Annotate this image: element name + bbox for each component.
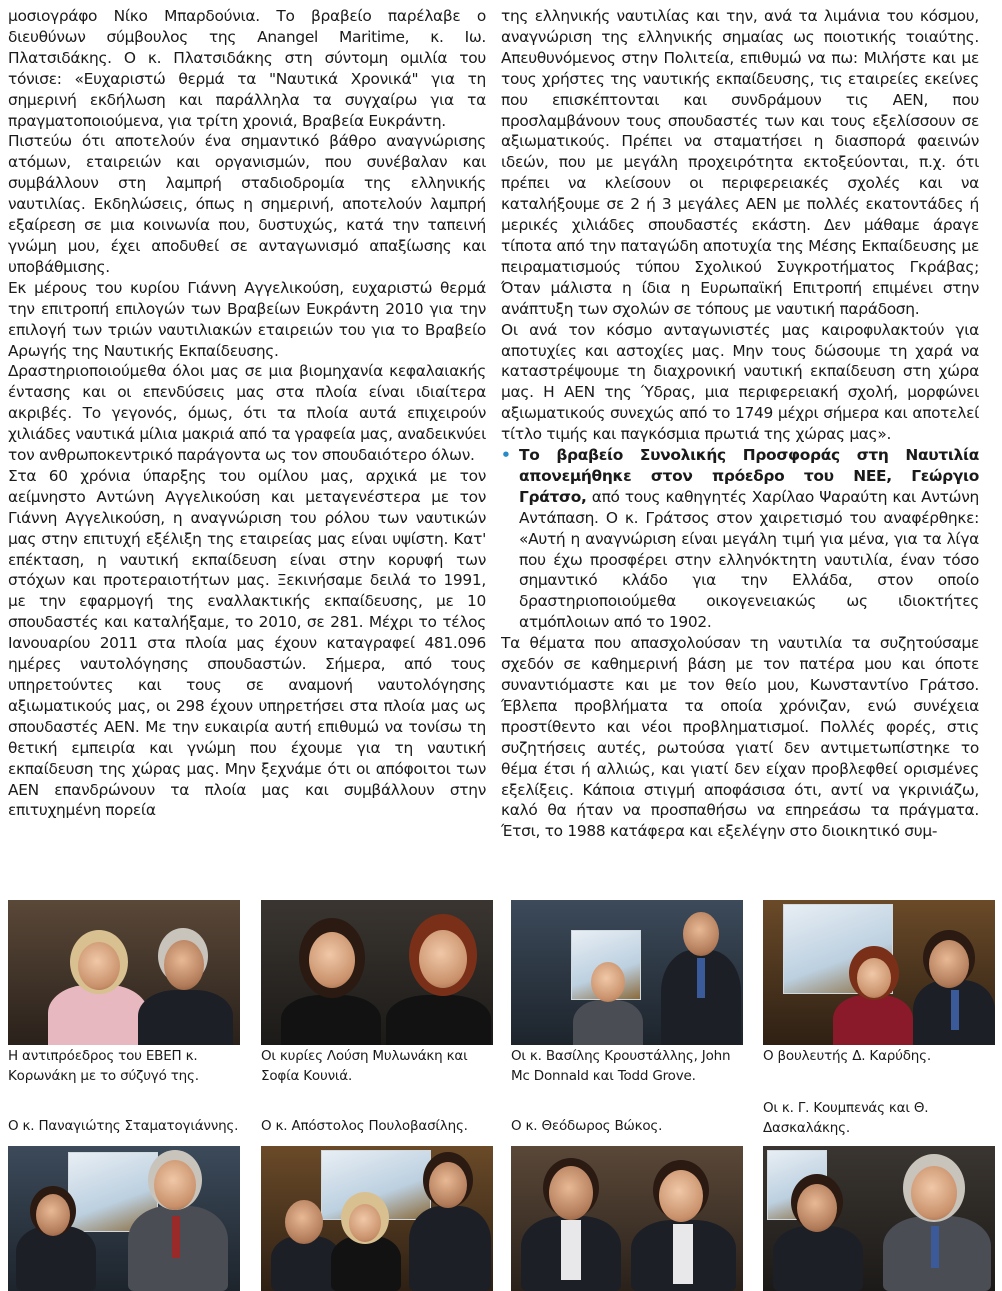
award-bullet-text: από τους καθηγητές Χαρίλαο Ψαραύτη και Αντώνη Αντάπαση. Ο κ. Γράτσος στον χαιρετισμό του αναφέρθηκε: «Αυτή η αναγνώριση είναι μεγάλη τιμή για μένα, για τα λίγα που έχω προσφέρει στην ελληνόκτητη ναυτιλία, έναν τόσο σημαντικό κλάδο για την Ελλάδα, στον οποίο δραστηριοποιούμεθα οικογενειακώς ως ιδιοκτήτες ατμόπλοιων από το 1902. (519, 487, 979, 632)
paragraph: Δραστηριοποιούμεθα όλοι μας σε μια βιομηχανία κεφαλαιακής έντασης και οι επενδύσεις μας στα πλοία είναι ιδιαίτερα ακριβές. Το γεγονός, όμως, ότι τα πλοία αυτά επιχειρούν χιλιάδες ναυτικά μίλια μακριά από τα γραφεία μας, αναδεικνύει τον ανθρωποκεντρικό παράγοντα ως τον σπουδαιότερο όλων. (8, 362, 486, 465)
article-column-right (501, 6, 979, 856)
photo-caption: Οι κ. Βασίλης Κρουστάλλης, John Mc Donnald και Todd Grove. (511, 1048, 731, 1084)
photo-caption: Η αντιπρόεδρος του ΕΒΕΠ κ. Κορωνάκη με το σύζυγό της. (8, 1048, 199, 1084)
photo-event-1 (8, 900, 240, 1045)
photo-caption: Ο κ. Θεόδωρος Βώκος. (511, 1118, 663, 1134)
photo-caption: Οι κυρίες Λούση Μυλωνάκη και Σοφία Κουνιά. (261, 1048, 468, 1084)
photo-event-6 (261, 1146, 493, 1291)
paragraph: Πιστεύω ότι αποτελούν ένα σημαντικό βάθρο αναγνώρισης ατόμων, εταιρειών και οργανισμών, που συνέβαλαν και συμβάλλουν στη λαμπρή σταδιοδρομία της ελληνικής ναυτιλίας. Εκδηλώσεις, όπως η σημερινή, αποτελούν λαμπρή εξαίρεση σε μια κοινωνία που, δυστυχώς, κατά την ταπεινή γνώμη μου, έχει αποδυθεί σε ανταγωνισμό απαξίωσης και υποβάθμισης. (8, 132, 486, 276)
article-columns (8, 6, 996, 856)
article-column-left (8, 6, 486, 856)
paragraph: Εκ μέρους του κυρίου Γιάννη Αγγελικούση, ευχαριστώ θερμά την επιτροπή επιλογών των Βραβείων Ευκράντη 2010 για την επιλογή των τριών ναυτιλιακών εταιρειών του για το Βραβείο Αρωγής της Ναυτικής Εκπαίδευσης. (8, 278, 486, 360)
photo-event-7 (511, 1146, 743, 1291)
paragraph: Οι ανά τον κόσμο ανταγωνιστές μας καιροφυλακτούν για αποτυχίες και αστοχίες μας. Μην τους δώσουμε τη χαρά να καταστρέψουμε τη διαχρονική ναυτική εκπαίδευση στη χώρα μας. Η ΑΕΝ της Ύδρας, μια περιφερειακή σχολή, μορφώνει αξιωματικούς συνεχώς από το 1749 μέχρι σήμερα και αποτελεί τίτλο τιμής και παγκόσμια πρωτιά της χώρας μας». (501, 320, 979, 444)
photo-event-3 (511, 900, 743, 1045)
photo-event-5 (8, 1146, 240, 1291)
photo-gallery (8, 898, 996, 1291)
award-bullet-bold: Το βραβείο Συνολικής Προσφοράς στη Ναυτιλία απονεμήθηκε στον πρόεδρο του ΝΕΕ, Γεώργιο Γράτσο, (519, 446, 979, 506)
photo-caption: Οι κ. Γ. Κουμπενάς και Θ. Δασκαλάκης. (763, 1100, 929, 1136)
paragraph: μοσιογράφο Νίκο Μπαρδούνια. Το βραβείο παρέλαβε ο διευθύνων σύμβουλος της Anangel Maritime, κ. Ιω. Πλατσιδάκης. Ο κ. Πλατσιδάκης στη σύντομη ομιλία του τόνισε: «Ευχαριστώ θερμά τα "Ναυτικά Χρονικά" για τη σημερινή εκδήλωση και παράλληλα τα συγχαίρω για τα πραγματοποιούμενα, για τρίτη χρονιά, Βραβεία Ευκράντη. (8, 7, 486, 130)
photo-caption: Ο κ. Παναγιώτης Σταματογιάννης. (8, 1118, 239, 1134)
paragraph: της ελληνικής ναυτιλίας και την, ανά τα λιμάνια του κόσμου, αναγνώριση της ελληνικής σημαίας ως ποιοτικής τοιαύτης. Απευθυνόμενος στην Πολιτεία, επιθυμώ να πω: Μιλήστε και με τους χρήστες της ναυτικής εκπαίδευσης, τις εταιρείες εκείνες που επισκέπτονται και συνδράμουν τις ΑΕΝ, που προσλαμβάνουν τους σπουδαστές των και τους εξελίσσουν σε αξιωματικούς. Πρέπει να σταματήσει η διασπορά φαεινών ιδεών, που με μεγάλη προχειρότητα εκτοξεύονται, π.χ. ότι πρέπει να κλείσουν οι περιφερειακές σχολές και να καταλήξουμε σε 2 ή 3 μεγάλες ΑΕΝ με πολλές εκατοντάδες ή μερικές χιλιάδες σπουδαστές εκάστη. Δεν μάθαμε άραγε τίποτα από την παταγώδη αποτυχία της Μέσης Εκπαίδευσης με πειραματισμούς τύπου Σχολικού Συγκροτήματος Γκράβας; Όταν μάλιστα η ίδια η Ευρωπαϊκή Επιτροπή επιμένει στην ανάπτυξη των σχολών σε τόπους με ναυτική παράδοση. (501, 7, 979, 318)
photo-event-4 (763, 900, 995, 1045)
photo-caption: Ο κ. Απόστολος Πουλοβασίλης. (261, 1118, 468, 1134)
photo-event-8 (763, 1146, 995, 1291)
paragraph: Τα θέματα που απασχολούσαν τη ναυτιλία τα συζητούσαμε σχεδόν σε καθημερινή βάση με τον πατέρα μου και όποτε συναντιόμαστε και με τον θείο μου, Κωνσταντίνο Γράτσο. Έβλεπα προβλήματα τα οποία χρόνιζαν, ενώ συνέχεια προστίθεντο και νέοι προβληματισμοί. Πολλές φορές, στις συζητήσεις αυτές, ρωτούσα γιατί δεν αντιμετωπίστηκε το θέμα έτσι ή αλλιώς, και γιατί δεν είχαν προβλεφθεί ορισμένες εξελίξεις. Κάποια στιγμή αποφάσισα ότι, αντί να γκρινιάζω, καλό θα ήταν να προσπαθήσω να επηρεάσω τα πράγματα. Έτσι, το 1988 κατάφερα και εξελέγην στο διοικητικό συμ- (501, 634, 979, 841)
photo-caption: Ο βουλευτής Δ. Καρύδης. (763, 1048, 931, 1064)
photo-event-2 (261, 900, 493, 1045)
paragraph: Στα 60 χρόνια ύπαρξης του ομίλου μας, αρχικά με τον αείμνηστο Αντώνη Αγγελικούση και μεταγενέστερα με τον Γιάννη Αγγελικούση, η αναγνώριση του ρόλου των ναυτικών μας στην επιτυχή εξέλιξη της εταιρείας μας είναι υψίστη. Κατ' επέκταση, η ναυτική εκπαίδευση είναι στην κορυφή των στόχων και προτεραιοτήτων μας. Ξεκινήσαμε δειλά το 1991, με την εφαρμογή της εναλλακτικής εκπαίδευσης, με 10 σπουδαστές και καταλήξαμε, το 2010, σε 281. Μέχρι το τέλος Ιανουαρίου 2011 στα πλοία μας έχουν καταγραφεί 481.096 ημέρες ναυτολόγησης σπουδαστών. Σήμερα, από τους υπηρετούντες και τους σε αναμονή ναυτολόγησης αξιωματικούς μας, οι 298 έχουν υπηρετήσει στα πλοία μας ως σπουδαστές ΑΕΝ. Με την ευκαιρία αυτή επιθυμώ να τονίσω τη θετική εμπειρία και γνώμη που έχουμε για τη ναυτική εκπαίδευση της χώρας μας. Μην ξεχνάμε ότι οι απόφοιτοι των ΑΕΝ επανδρώνουν τα πλοία μας και συμβάλλουν στην επιτυχημένη πορεία (8, 466, 486, 820)
award-bullet (501, 445, 979, 633)
